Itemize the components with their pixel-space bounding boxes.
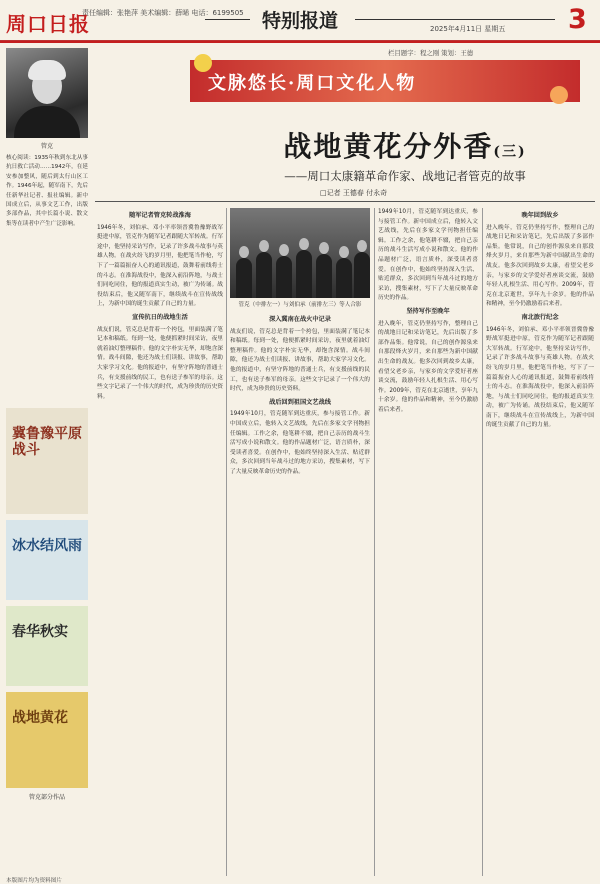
section-rule-left [205, 19, 250, 20]
group-photo [230, 208, 370, 298]
masthead [0, 0, 600, 41]
byline: □记者 王德春 付永奇 [320, 189, 388, 197]
book-title-4: 战地黄花 [12, 710, 68, 726]
article-column-2 [230, 312, 370, 876]
book-title-3: 春华秋实 [12, 624, 68, 640]
page-number: 3 [568, 4, 587, 35]
portrait-photo [6, 48, 88, 138]
flower-icon [550, 86, 568, 104]
banner-title: 文脉悠长·周口文化人物 [208, 73, 417, 94]
book-cover-2 [6, 520, 88, 600]
photo-source-note: 本版图片均为资料图片 [6, 878, 62, 884]
books-caption: 管克部分作品 [28, 794, 65, 801]
book-cover-1 [6, 408, 88, 514]
column-text: 1949年10月，管克随军到达重庆，参与接管工作。新中国成立后，他转入文艺战线，先后在多家文学刊物担任编辑。工作之余，他笔耕不辍，把自己亲历的战斗生活写成小说和散文。他的作品题材广泛，语言质朴，深受读者喜爱。在创作中，他始终坚持深入生活、贴近群众，多次回到当年战斗过的地方采访，搜集素材，写下了大量反映革命历史的作品。 [378, 209, 478, 302]
article-column-3 [378, 208, 478, 876]
column-divider [226, 208, 227, 876]
headline-subtitle: ——周口太康籍革命作家、战地记者管克的故事 [284, 169, 526, 183]
section-heading: 宣传抗日的战地生活 [132, 313, 188, 321]
column-text: 进入晚年，管克仍坚持写作，整理自己的战地日记和采访笔记，先后出版了多部作品集。他常说，自己的创作源泉来自那段烽火岁月，来自那些为新中国献出生命的战友。他多次回到故乡太康，看望父老乡亲，与家乡的文学爱好者座谈交流，鼓励年轻人扎根生活、用心写作。2009年，管克在北京逝世，享年九十余岁。他的作品和精神，至今仍激励着后来者。 [486, 224, 594, 308]
article-column-4 [486, 208, 594, 876]
column-text: 1949年10月，管克随军到达重庆，参与接管工作。新中国成立后，他转入文艺战线，先后在多家文学刊物担任编辑。工作之余，他笔耕不辍，把自己亲历的战斗生活写成小说和散文。他的作品题材广泛，语言质朴，深受读者喜爱。在创作中，他始终坚持深入生活、贴近群众，多次回到当年战斗过的地方采访，搜集素材，写下了大量反映革命历史的作品。 [230, 411, 370, 475]
column-text: 1946年冬，刘伯承、邓小平率领晋冀鲁豫野战军挺进中原，管克作为随军记者跟随大军转战。行军途中，他坚持采访写作，记录了许多战斗故事与英雄人物。在战火纷飞的岁月里，他把笔当作枪，写下了一篇篇振奋人心的通讯报道，鼓舞着前线将士的斗志。在淮海战役中，他深入前沿阵地，与战士们同吃同住，他的报道真实生动，被广为传诵。战役结束后，他又随军南下，继续战斗在宣传战线上，为新中国的诞生贡献了自己的力量。 [97, 224, 223, 308]
header-divider [0, 41, 600, 43]
book-cover-4 [6, 692, 88, 788]
headline-main: 战地黄花分外香 [283, 130, 494, 163]
section-heading: 随军记者管克转战淮海 [129, 212, 191, 219]
portrait-caption: 管克 [40, 143, 53, 150]
column-text: 战友们说，管克总是背着一个挎包，里面装满了笔记本和稿纸。每到一处，他便抓紧时间采访，夜里就着油灯整理稿件。他的文字朴实无华，却饱含深情。战斗间隙，他还为战士们读报、讲故事，帮助大家学习文化。他的报道中，有坚守阵地的普通士兵，有支援前线的民工，也有送子参军的母亲。这些文字记录了一个伟大的时代，成为珍贵的历史资料。 [230, 328, 370, 393]
book-cover-3 [6, 606, 88, 686]
left-sidebar [6, 48, 88, 878]
masthead-meta: 责任编辑：张艳萍 美术编辑：薛晞 电话：6199505 [82, 9, 244, 17]
section-heading: 晚年回到故乡 [521, 212, 559, 219]
photo-caption: 管克（中排左一）与刘伯承（前排左三）等人合影 [238, 302, 362, 308]
column-text: 进入晚年，管克仍坚持写作，整理自己的战地日记和采访笔记，先后出版了多部作品集。他常说，自己的创作源泉来自那段烽火岁月，来自那些为新中国献出生命的战友。他多次回到故乡太康，看望父老乡亲，与家乡的文学爱好者座谈交流，鼓励年轻人扎根生活、用心写作。2009年，管克在北京逝世，享年九十余岁。他的作品和精神，至今仍激励着后来者。 [378, 320, 478, 413]
column-text: 1946年冬，刘伯承、邓小平率领晋冀鲁豫野战军挺进中原，管克作为随军记者跟随大军转战。行军途中，他坚持采访写作，记录了许多战斗故事与英雄人物。在战火纷飞的岁月里，他把笔当作枪，写下了一篇篇振奋人心的通讯报道，鼓舞着前线将士的斗志。在淮海战役中，他深入前沿阵地，与战士们同吃同住，他的报道真实生动，被广为传诵。战役结束后，他又随军南下，继续战斗在宣传战线上，为新中国的诞生贡献了自己的力量。 [486, 326, 594, 429]
article-column-1 [97, 208, 223, 878]
column-banner [190, 60, 580, 102]
article-top-rule [95, 201, 595, 202]
book-title-1: 冀鲁豫平原战斗 [12, 426, 82, 458]
section-heading: 坚持写作至晚年 [406, 307, 450, 315]
headline-part: (三) [493, 144, 527, 160]
book-title-2: 冰水结风雨 [12, 538, 82, 554]
column-divider [482, 208, 483, 876]
section-heading: 战后回到祖国文艺战线 [269, 398, 331, 406]
section-heading: 深入冀南在战火中记录 [269, 316, 331, 323]
newspaper-logo: 周口日报 [6, 12, 90, 36]
column-credits: 栏目题字：程之刚 策划：王德 [388, 49, 474, 57]
column-text: 战友们说，管克总是背着一个挎包，里面装满了笔记本和稿纸。每到一处，他便抓紧时间采访，夜里就着油灯整理稿件。他的文字朴实无华，却饱含深情。战斗间隙，他还为战士们读报、讲故事，帮助大家学习文化。他的报道中，有坚守阵地的普通士兵，有支援前线的民工，也有送子参军的母亲。这些文字记录了一个伟大的时代，成为珍贵的历史资料。 [97, 326, 223, 400]
headline [240, 125, 570, 165]
section-heading: 南北旅行纪念 [521, 313, 559, 321]
section-rule-right [355, 19, 555, 20]
section-title: 特别报道 [262, 10, 339, 32]
issue-date: 2025年4月11日 星期五 [430, 25, 506, 33]
column-divider [374, 208, 375, 876]
bio-text: 核心阅读：1935年秋到东北从事抗日救亡活动……1942年，在延安参加整风，随后到太行山区工作。1946年起，随军南下，先后任新华社记者、报社编辑。新中国成立后，从事文艺工作，出版多部作品，其中长篇小说、散文集等在读者中产生广泛影响。 [6, 155, 88, 227]
